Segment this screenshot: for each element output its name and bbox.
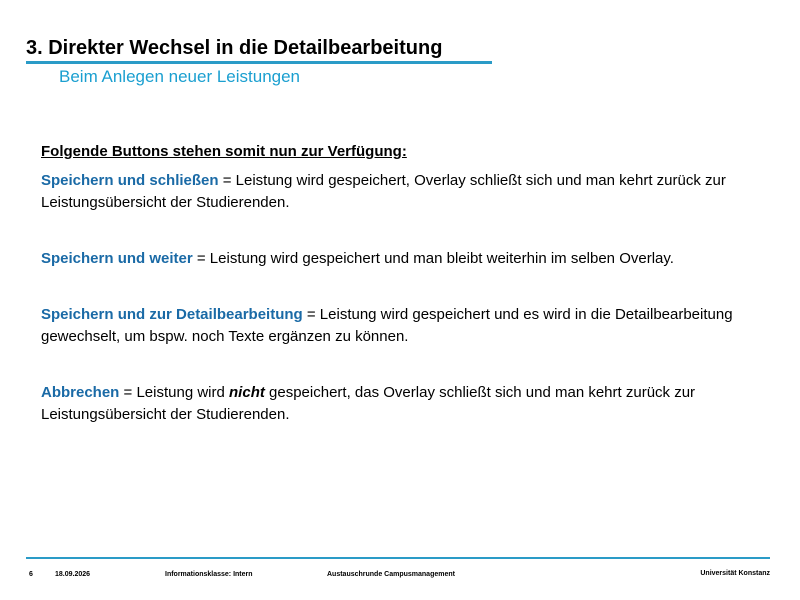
title-underline: [26, 61, 492, 64]
desc-save-detail: = Leistung wird gespeichert und es wird in die Detailbearbeitung gewechselt, um bspw. noch Texte ergänzen zu können.: [41, 306, 733, 345]
term-save-detail: Speichern und zur Detailbearbeitung: [41, 306, 303, 323]
term-save-continue: Speichern und weiter: [41, 250, 193, 267]
term-cancel: Abbrechen: [41, 384, 120, 401]
slide-subtitle: Beim Anlegen neuer Leistungen: [59, 67, 301, 86]
content-heading: Folgende Buttons stehen somit nun zur Verfügung:: [41, 143, 407, 160]
term-save-close: Speichern und schließen: [41, 172, 219, 189]
footer-organization: Universität Konstanz: [700, 570, 770, 577]
desc-cancel-after: gespeichert, das Overlay schließt sich und man kehrt zurück zur Leistungsübersicht der Studierenden.: [41, 384, 696, 423]
desc-cancel-before: = Leistung wird: [119, 384, 230, 401]
footer-divider: [26, 557, 770, 559]
slide-title: 3. Direkter Wechsel in die Detailbearbeitung: [26, 37, 443, 59]
page-number: 6: [29, 571, 33, 578]
content-body: [41, 142, 761, 426]
list-item-cancel: [41, 382, 761, 426]
list-item-save-close: [41, 170, 761, 214]
desc-cancel-emphasis: nicht: [229, 384, 265, 401]
footer-classification: Informationsklasse: Intern: [165, 571, 253, 578]
list-item-save-detail: [41, 304, 761, 348]
desc-save-continue: = Leistung wird gespeichert und man bleibt weiterhin im selben Overlay.: [192, 250, 674, 267]
footer-date: 18.09.2026: [55, 571, 91, 578]
footer-project: Austauschrunde Campusmanagement: [327, 571, 455, 578]
list-item-save-continue: [41, 248, 761, 270]
desc-save-close: = Leistung wird gespeichert, Overlay schließt sich und man kehrt zurück zur Leistungsübersicht der Studierenden.: [41, 172, 726, 211]
